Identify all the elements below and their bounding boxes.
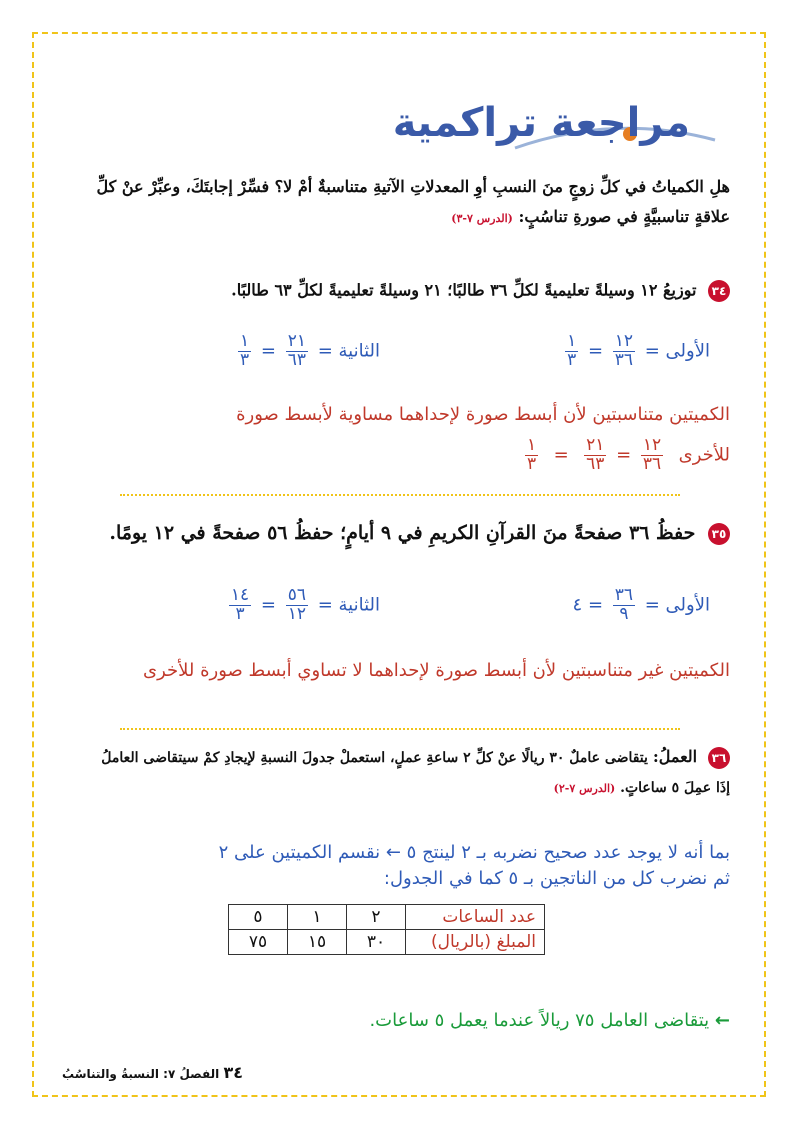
fraction: $\frac{١}{٣}$ bbox=[567, 331, 577, 370]
intro-paragraph bbox=[90, 172, 730, 233]
table-row-header: عدد الساعات bbox=[406, 905, 545, 930]
fraction: $\frac{١٢}{٣٦}$ bbox=[614, 331, 634, 370]
ratio-label: الثانية bbox=[338, 340, 380, 362]
ratio-table bbox=[228, 904, 545, 955]
fraction: $\frac{١}{٣}$ bbox=[240, 331, 250, 370]
question-36 bbox=[90, 740, 730, 803]
q35-first-ratio: الأولى = $\frac{٣٦}{٩}$ = ٤ bbox=[572, 585, 710, 624]
question-34 bbox=[90, 280, 730, 302]
page-number: ٣٤ bbox=[223, 1063, 243, 1082]
ratio-label: الأولى bbox=[665, 594, 710, 616]
ratio-label: الأولى bbox=[665, 340, 710, 362]
q36-answer bbox=[90, 840, 730, 892]
q34-proportion: للأخرى $\frac{١٢}{٣٦}$ = $\frac{٢١}{٦٣}$ = $\frac{١}{٣}$ bbox=[527, 435, 730, 474]
table-row bbox=[229, 930, 545, 955]
question-35 bbox=[90, 522, 730, 545]
fraction: $\frac{١٢}{٣٦}$ bbox=[642, 435, 662, 474]
page-title: مراجعة تراكمية bbox=[392, 100, 690, 146]
q36-conclusion bbox=[90, 1008, 730, 1034]
question-text: يتقاضى عاملٌ ٣٠ ريالًا عنْ كلِّ ٢ ساعةِ عملٍ، استعملْ جدولَ النسبةِ لإيجادِ كمْ سيتقاضى العاملُ إذَا عمِلَ ٥ ساعاتٍ. bbox=[101, 750, 730, 796]
question-text: حفظُ ٣٦ صفحةً منَ القرآنِ الكريمِ في ٩ أيامٍ؛ حفظُ ٥٦ صفحةً في ١٢ يومًا. bbox=[109, 522, 696, 544]
answer-line: ثم نضرب كل من الناتجين بـ ٥ كما في الجدول: bbox=[383, 868, 730, 890]
fraction: $\frac{٢١}{٦٣}$ bbox=[287, 331, 306, 370]
question-number-badge: ٣٥ bbox=[708, 523, 730, 545]
table-cell: ٥ bbox=[229, 905, 288, 930]
table-cell: ٣٠ bbox=[347, 930, 406, 955]
separator bbox=[120, 728, 680, 730]
conclusion-text: يتقاضى العامل ٧٥ رياﻻً عندما يعمل ٥ ساعات. bbox=[369, 1010, 710, 1031]
question-number-badge: ٣٤ bbox=[708, 280, 730, 302]
ratio-result: ٤ bbox=[572, 594, 583, 616]
table-cell: ٧٥ bbox=[229, 930, 288, 955]
table-row bbox=[229, 905, 545, 930]
fraction: $\frac{١}{٣}$ bbox=[527, 435, 537, 474]
fraction: $\frac{٥٦}{١٢}$ bbox=[287, 585, 306, 624]
q35-answer: الكميتين غير متناسبتين لأن أبسط صورة لإحداهما لا تساوي أبسط صورة للأخرى bbox=[142, 660, 730, 681]
arrow-left-icon: ← bbox=[714, 1010, 730, 1031]
fraction: $\frac{١٤}{٣}$ bbox=[230, 585, 250, 624]
table-row-header: المبلغ (بالريال) bbox=[406, 930, 545, 955]
table-cell: ٢ bbox=[347, 905, 406, 930]
q34-answer: الكميتين متناسبتين لأن أبسط صورة لإحداهما مساوية لأبسط صورة bbox=[236, 404, 730, 425]
fraction: $\frac{٢١}{٦٣}$ bbox=[586, 435, 605, 474]
table-cell: ١٥ bbox=[288, 930, 347, 955]
ratio-label: الثانية bbox=[338, 594, 380, 616]
answer-line: بما أنه لا يوجد عدد صحيح نضربه بـ ٢ لينتج ٥ ← نقسم الكميتين على ٢ bbox=[218, 842, 730, 863]
separator bbox=[120, 494, 680, 496]
table-cell: ١ bbox=[288, 905, 347, 930]
question-number-badge: ٣٦ bbox=[708, 747, 730, 769]
chapter-title: الفصلُ ٧: النسبةُ والتناسُبُ bbox=[62, 1067, 220, 1081]
ratio-table-wrap bbox=[228, 904, 545, 955]
question-label: العملُ: bbox=[652, 747, 698, 766]
q34-first-ratio: الأولى = $\frac{١٢}{٣٦}$ = $\frac{١}{٣}$ bbox=[567, 331, 710, 370]
q35-second-ratio: الثانية = $\frac{٥٦}{١٢}$ = $\frac{١٤}{٣}$ bbox=[230, 585, 380, 624]
intro-text: هلِ الكمياتُ في كلِّ زوجٍ منَ النسبِ أوِ المعدلاتِ الآتيةِ متناسبةٌ أمْ لا؟ فسِّرْ إجابتَكَ، وعبِّرْ عنْ كلِّ علاقةٍ تناسبيَّةٍ في صورةِ تناسُبٍ: bbox=[96, 177, 730, 227]
q36-lesson-ref: (الدرس ٧-٢) bbox=[553, 781, 616, 795]
question-text: توزيعُ ١٢ وسيلةً تعليميةً لكلِّ ٣٦ طالبًا؛ ٢١ وسيلةً تعليميةً لكلِّ ٦٣ طالبًا. bbox=[231, 280, 697, 300]
answer-prefix: للأخرى bbox=[678, 444, 730, 466]
page-footer bbox=[62, 1063, 257, 1082]
intro-lesson-ref: (الدرس ٧-٣) bbox=[451, 212, 513, 226]
q34-second-ratio: الثانية = $\frac{٢١}{٦٣}$ = $\frac{١}{٣}$ bbox=[240, 331, 380, 370]
fraction: $\frac{٣٦}{٩}$ bbox=[614, 585, 634, 624]
